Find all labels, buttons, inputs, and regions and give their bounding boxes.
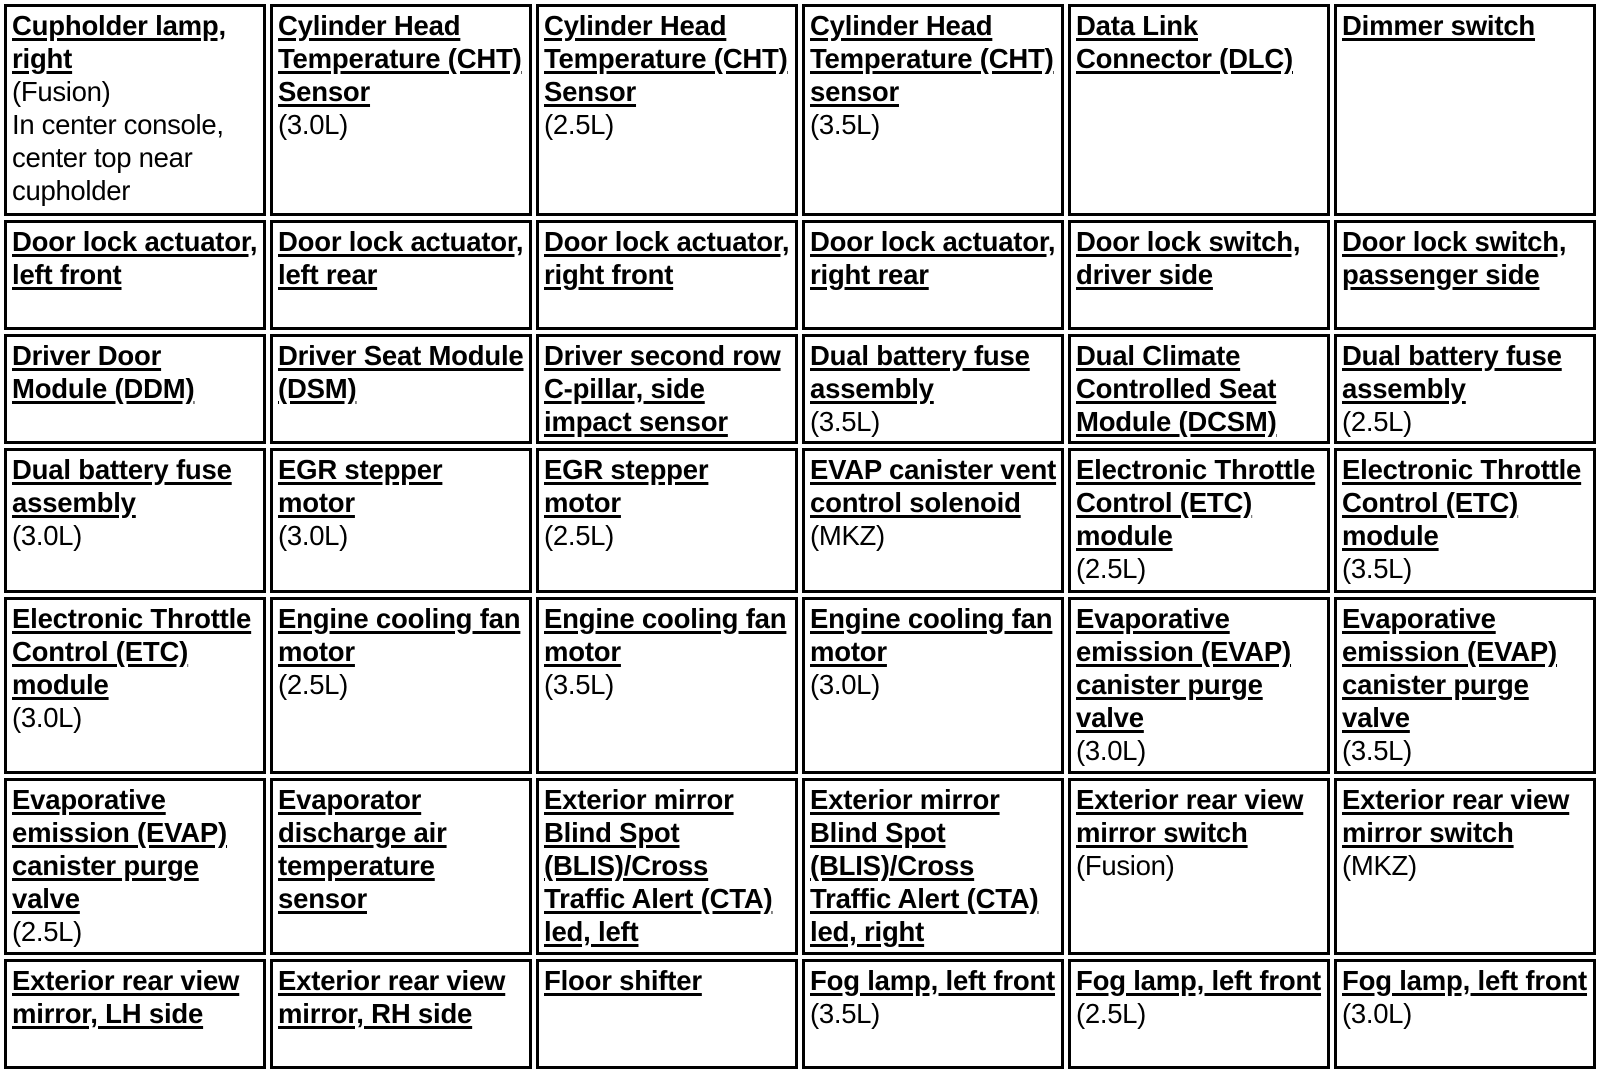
component-link[interactable]: Fog lamp, left front [1076,965,1322,996]
component-link[interactable]: Dual battery fuse assembly [1342,340,1562,404]
table-cell [1068,4,1330,216]
table-cell [1068,220,1330,330]
component-link[interactable]: Fog lamp, left front [810,965,1056,996]
table-row [4,4,1596,216]
component-note: (3.5L) [810,406,881,437]
component-link[interactable]: Door lock actuator, right front [544,226,790,290]
table-cell [1068,448,1330,593]
table-cell [1334,448,1596,593]
component-link[interactable]: Engine cooling fan motor [278,603,521,667]
component-link[interactable]: Evaporator discharge air temperature sensor [278,784,447,914]
component-link[interactable]: Driver second row C-pillar, side impact sensor [544,340,781,437]
table-row [4,334,1596,444]
table-cell [1068,959,1330,1069]
component-link[interactable]: Exterior mirror Blind Spot (BLIS)/Cross Traffic Alert (CTA) led, right [810,784,1039,947]
table-cell [4,448,266,593]
component-link[interactable]: EGR stepper motor [278,454,443,518]
component-note: (3.0L) [810,669,881,700]
table-cell [270,4,532,216]
component-link[interactable]: Cupholder lamp, right [12,10,226,74]
table-cell [4,334,266,444]
table-cell [4,4,266,216]
component-link[interactable]: Data Link Connector (DLC) [1076,10,1293,74]
component-note: (3.0L) [278,109,349,140]
component-note: (3.0L) [12,520,83,551]
table-cell [802,448,1064,593]
component-link[interactable]: Evaporative emission (EVAP) canister purge valve [12,784,228,914]
component-note: (3.0L) [12,702,83,733]
table-cell [1068,597,1330,774]
table-cell [4,959,266,1069]
component-link[interactable]: Driver Door Module (DDM) [12,340,195,404]
component-link[interactable]: EVAP canister vent control solenoid [810,454,1057,518]
table-cell [1334,334,1596,444]
component-note: (3.5L) [544,669,615,700]
component-note: (3.0L) [278,520,349,551]
component-link[interactable]: Door lock actuator, right rear [810,226,1056,290]
component-link[interactable]: Electronic Throttle Control (ETC) module [12,603,252,700]
table-row [4,778,1596,955]
table-cell [536,597,798,774]
component-note: (3.5L) [1342,553,1413,584]
component-note: (3.5L) [810,109,881,140]
table-cell [802,778,1064,955]
component-link[interactable]: Engine cooling fan motor [810,603,1053,667]
component-note: (MKZ) [810,520,885,551]
component-link[interactable]: Cylinder Head Temperature (CHT) sensor [810,10,1054,107]
table-cell [4,220,266,330]
table-body [4,4,1596,1069]
component-link[interactable]: Dimmer switch [1342,10,1536,41]
component-link[interactable]: Cylinder Head Temperature (CHT) Sensor [278,10,522,107]
component-link[interactable]: Dual Climate Controlled Seat Module (DCSM) [1076,340,1277,437]
table-cell [802,334,1064,444]
component-note: (2.5L) [544,520,615,551]
component-link[interactable]: Engine cooling fan motor [544,603,787,667]
table-cell [270,597,532,774]
component-link[interactable]: Door lock switch, passenger side [1342,226,1567,290]
component-note: (2.5L) [12,916,83,947]
component-link[interactable]: Door lock actuator, left front [12,226,258,290]
component-link[interactable]: Dual battery fuse assembly [12,454,232,518]
table-row [4,220,1596,330]
component-link[interactable]: Evaporative emission (EVAP) canister purge valve [1076,603,1292,733]
component-link[interactable]: Electronic Throttle Control (ETC) module [1076,454,1316,551]
table-cell [802,597,1064,774]
table-row [4,448,1596,593]
component-link[interactable]: Exterior rear view mirror, LH side [12,965,240,1029]
component-note: (2.5L) [1076,998,1147,1029]
table-cell [536,959,798,1069]
component-note: (3.0L) [1342,998,1413,1029]
component-note: (2.5L) [544,109,615,140]
table-cell [4,778,266,955]
component-link[interactable]: Floor shifter [544,965,702,996]
component-note: (3.5L) [1342,735,1413,766]
component-note: (Fusion) In center console, center top near cupholder [12,76,224,206]
component-link[interactable]: Evaporative emission (EVAP) canister purge valve [1342,603,1558,733]
component-link[interactable]: Driver Seat Module (DSM) [278,340,524,404]
table-cell [1334,778,1596,955]
table-cell [1334,220,1596,330]
component-note: (3.5L) [810,998,881,1029]
table-cell [802,220,1064,330]
table-cell [536,448,798,593]
component-link[interactable]: Exterior rear view mirror, RH side [278,965,506,1029]
table-row [4,959,1596,1069]
component-note: (2.5L) [1076,553,1147,584]
component-link[interactable]: EGR stepper motor [544,454,709,518]
table-row [4,597,1596,774]
table-cell [4,597,266,774]
component-link[interactable]: Fog lamp, left front [1342,965,1588,996]
component-link[interactable]: Exterior mirror Blind Spot (BLIS)/Cross Traffic Alert (CTA) led, left [544,784,773,947]
component-note: (2.5L) [1342,406,1413,437]
component-link[interactable]: Door lock switch, driver side [1076,226,1301,290]
component-link[interactable]: Dual battery fuse assembly [810,340,1030,404]
component-link[interactable]: Cylinder Head Temperature (CHT) Sensor [544,10,788,107]
table-cell [1068,334,1330,444]
table-cell [270,220,532,330]
component-note: (MKZ) [1342,850,1417,881]
table-cell [1068,778,1330,955]
component-note: (Fusion) [1076,850,1175,881]
component-note: (2.5L) [278,669,349,700]
table-cell [536,778,798,955]
component-link[interactable]: Exterior rear view mirror switch [1076,784,1304,848]
table-cell [1334,4,1596,216]
table-cell [802,4,1064,216]
table-cell [270,334,532,444]
component-link[interactable]: Electronic Throttle Control (ETC) module [1342,454,1582,551]
table-cell [1334,959,1596,1069]
table-cell [536,334,798,444]
component-link[interactable]: Exterior rear view mirror switch [1342,784,1570,848]
table-cell [270,959,532,1069]
component-link[interactable]: Door lock actuator, left rear [278,226,524,290]
table-cell [270,778,532,955]
component-note: (3.0L) [1076,735,1147,766]
table-cell [1334,597,1596,774]
table-cell [802,959,1064,1069]
table-cell [536,4,798,216]
table-cell [536,220,798,330]
table-cell [270,448,532,593]
